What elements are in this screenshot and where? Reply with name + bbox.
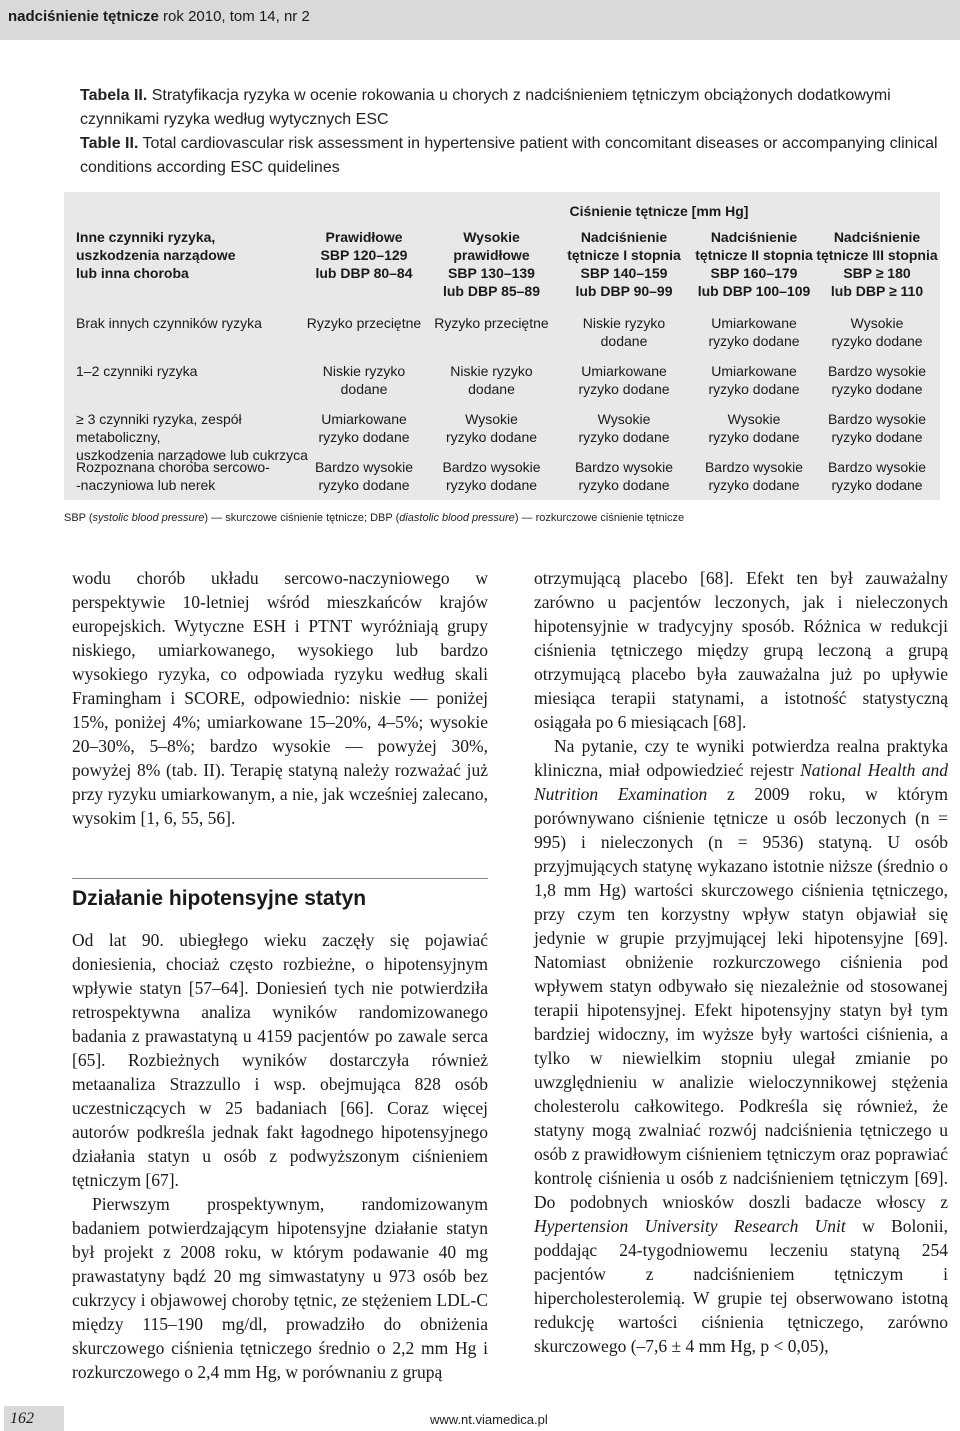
row-1-cell-3: Niskie ryzyko dodane	[582, 315, 666, 349]
caption-pl-label: Tabela II.	[80, 87, 148, 104]
italic-run: Hypertension University Research Unit	[534, 1216, 846, 1236]
row-4-cell-2: Bardzo wysokie ryzyko dodane	[442, 459, 541, 493]
left-column-bottom	[72, 928, 488, 1384]
col-header-4: Nadciśnienie tętnicze II stopnia SBP 160–179 lub DBP 100–109	[695, 229, 813, 299]
col-header-5: Nadciśnienie tętnicze III stopnia SBP ≥ 180 lub DBP ≥ 110	[816, 229, 938, 299]
journal-title: nadciśnienie tętnicze	[8, 8, 159, 25]
row-1-cell-1: Ryzyko przeciętne	[306, 315, 422, 331]
row-4-cell-1: Bardzo wysokie ryzyko dodane	[314, 459, 414, 493]
caption-en	[80, 132, 940, 180]
row-1-label: Brak innych czynników ryzyka	[76, 315, 262, 331]
paragraph: Od lat 90. ubiegłego wieku zaczęły się pojawiać doniesienia, chociaż często rozbieżne, o hipotensyjnym wpływie statyn [57–64]. Doniesień tych nie potwierdziła retrospektywna analiza wyników randomizowanego badania z prawastatyną u 4159 pacjentów po zawale serca [65]. Rozbieżnych wyników dostarczyła również metaanaliza Strazzullo i wsp. obejmująca 828 osób uczestniczących w 25 badaniach [66]. Coraz więcej autorów podkreśla jednak fakt łagodnego hipotensyjnego działania statyn u osób z podwyższonym ciśnieniem tętniczym [67].	[72, 930, 488, 1190]
text-run: w Bolonii, poddając 24-tygodniowemu leczeniu statyną 254 pacjentów z nadciśnieniem tętniczym i hipercholesterolemią. W grupie tej obserwowano istotną redukcję wartości ciśnienia tętniczego, zarówno skurczowego (–7,6 ± 4 mm Hg, p < 0,05),	[534, 1216, 948, 1356]
table-footnote	[64, 512, 944, 524]
italic-run: National Health and Nutrition Examination	[534, 760, 948, 804]
paragraph: Pierwszym prospektywnym, randomizowanym badaniem potwierdzającym hipotensyjne działanie statyn był projekt z 2008 roku, w którym podawanie 40 mg prawastatyny bądź 20 mg simwastatyny u 973 osób bez cukrzycy i objawowej choroby tętnic, ze stężeniem LDL-C między 115–190 mg/dl, prowadziło do obniżenia skurczowego ciśnienia tętniczego średnio o 2,2 mm Hg i rozkurczowego o 2,4 mm Hg, w porównaniu z grupą	[72, 1194, 488, 1382]
row-header: Inne czynniki ryzyka, uszkodzenia narządowe lub inna choroba	[76, 229, 236, 281]
row-3-label: ≥ 3 czynniki ryzyka, zespół metaboliczny, uszkodzenia narządowe lub cukrzyca	[76, 411, 308, 463]
row-2-cell-3: Umiarkowane ryzyko dodane	[578, 363, 670, 397]
row-1-cell-5: Wysokie ryzyko dodane	[831, 315, 923, 349]
journal-issue: rok 2010, tom 14, nr 2	[158, 8, 310, 25]
row-4-cell-5: Bardzo wysokie ryzyko dodane	[827, 459, 927, 493]
footnote-part: ) — skurczowe ciśnienie tętnicze; DBP (	[204, 512, 400, 524]
running-head	[0, 0, 960, 40]
row-2-label: 1–2 czynniki ryzyka	[76, 363, 198, 379]
text-run: Na pytanie, czy te wyniki potwierdza realna praktyka kliniczna, miał odpowiedzieć rejestr	[534, 736, 948, 780]
row-4-cell-3: Bardzo wysokie ryzyko dodane	[574, 459, 674, 493]
footnote-italic: diastolic blood pressure	[399, 512, 515, 524]
row-2-cell-5: Bardzo wysokie ryzyko dodane	[827, 363, 927, 397]
row-4-cell-4: Bardzo wysokie ryzyko dodane	[704, 459, 804, 493]
row-3-cell-5: Bardzo wysokie ryzyko dodane	[827, 411, 927, 445]
col-header-2: Wysokie prawidłowe SBP 130–139 lub DBP 85–89	[442, 229, 540, 299]
row-4-label: Rozpoznana choroba sercowo- -naczyniowa lub nerek	[76, 459, 270, 493]
text-run: z 2009 roku, w którym porównywano ciśnienie tętnicze u osób leczonych (n = 995) i nieleczonych (n = 9536) statyną. U osób przyjmujących statynę wykazano istotnie niższe (średnio o 1,8 mm Hg) wartości skurczowego ciśnienia tętniczego, przy czym ten korzystny wpływ statyn objawiał się jedynie w grupie przyjmującej leki hipotensyjne [69]. Natomiast obniżenie rozkurczowego ciśnienia pod wpływem statyn odbywało się niezależnie od stosowanej terapii hipotensyjnej. Efekt hipotensyjny statyn był tym bardziej widoczny, im wyższe były wartości ciśnienia, a tylko w niewielkim stopniu ulegał zmianie po uwzględnieniu w analizie wieloczynnikowej stężenia cholesterolu całkowitego. Podkreśla się również, że statyny mogą zwalniać rozwój nadciśnienia tętniczego u osób z prawidłowym ciśnieniem tętniczym oraz poprawiać kontrolę ciśnienia u osób z nadciśnieniem tętniczym [69]. Do podobnych wniosków doszli badacze włoscy z	[534, 784, 948, 1212]
caption-en-text: Total cardiovascular risk assessment in hypertensive patient with concomitant diseases or accompanying clinical conditions according ESC quidelines	[80, 135, 938, 176]
section-heading: Działanie hipotensyjne statyn	[72, 878, 488, 911]
page-number: 162	[4, 1406, 64, 1431]
right-column	[534, 566, 948, 1358]
footnote-part: ) — rozkurczowe ciśnienie tętnicze	[514, 512, 685, 524]
row-2-cell-1: Niskie ryzyko dodane	[322, 363, 406, 397]
row-1-cell-4: Umiarkowane ryzyko dodane	[708, 315, 800, 349]
caption-pl	[80, 84, 940, 132]
paragraph: otrzymującą placebo [68]. Efekt ten był zauważalny zarówno u pacjentów leczonych, jak i nieleczonych hipotensyjnie w tradycyjny sposób. Różnica w redukcji ciśnienia tętniczego między grupą leczoną a grupą otrzymującą placebo była zauważalna już po upływie miesiąca terapii statynami, a istotność statystyczną osiągała po 6 miesiącach [68].	[534, 568, 948, 732]
row-3-cell-1: Umiarkowane ryzyko dodane	[318, 411, 410, 445]
row-3-cell-4: Wysokie ryzyko dodane	[708, 411, 800, 445]
risk-table	[64, 192, 940, 500]
footnote-part: SBP (	[64, 512, 93, 524]
col-header-1: Prawidłowe SBP 120–129 lub DBP 80–84	[315, 229, 413, 281]
group-header: Ciśnienie tętnicze [mm Hg]	[569, 203, 749, 219]
row-2-cell-4: Umiarkowane ryzyko dodane	[708, 363, 800, 397]
paragraph: wodu chorób układu sercowo-naczyniowego w perspektywie 10-letniej wśród mieszkańców krajów europejskich. Wytyczne ESH i PTNT wyróżniają grupy niskiego, umiarkowanego, wysokiego lub bardzo wysokiego ryzyka, co odpowiada ryzyku według skali Framingham i SCORE, odpowiednio: niskie — poniżej 15%, poniżej 4%; umiarkowane 15–20%, 4–5%; wysokie 20–30%, 5–8%; bardzo wysokie — powyżej 30%, powyżej 8% (tab. II). Terapię statyną należy rozważać już przy ryzyku umiarkowanym, a nie, jak wcześniej zalecano, wysokim [1, 6, 55, 56].	[72, 568, 488, 828]
left-column-top	[72, 566, 488, 830]
caption-pl-text: Stratyfikacja ryzyka w ocenie rokowania u chorych z nadciśnieniem tętniczym obciążonych dodatkowymi czynnikami ryzyka według wytycznych ESC	[80, 87, 891, 128]
footnote-italic: systolic blood pressure	[92, 512, 205, 524]
caption-en-label: Table II.	[80, 135, 139, 152]
row-3-cell-3: Wysokie ryzyko dodane	[578, 411, 670, 445]
table-caption	[80, 84, 940, 180]
journal-url[interactable]: www.nt.viamedica.pl	[430, 1412, 548, 1427]
paragraph	[534, 734, 948, 1358]
row-1-cell-2: Ryzyko przeciętne	[434, 315, 549, 331]
row-2-cell-2: Niskie ryzyko dodane	[450, 363, 533, 397]
col-header-3: Nadciśnienie tętnicze I stopnia SBP 140–159 lub DBP 90–99	[567, 229, 681, 299]
row-3-cell-2: Wysokie ryzyko dodane	[445, 411, 538, 445]
